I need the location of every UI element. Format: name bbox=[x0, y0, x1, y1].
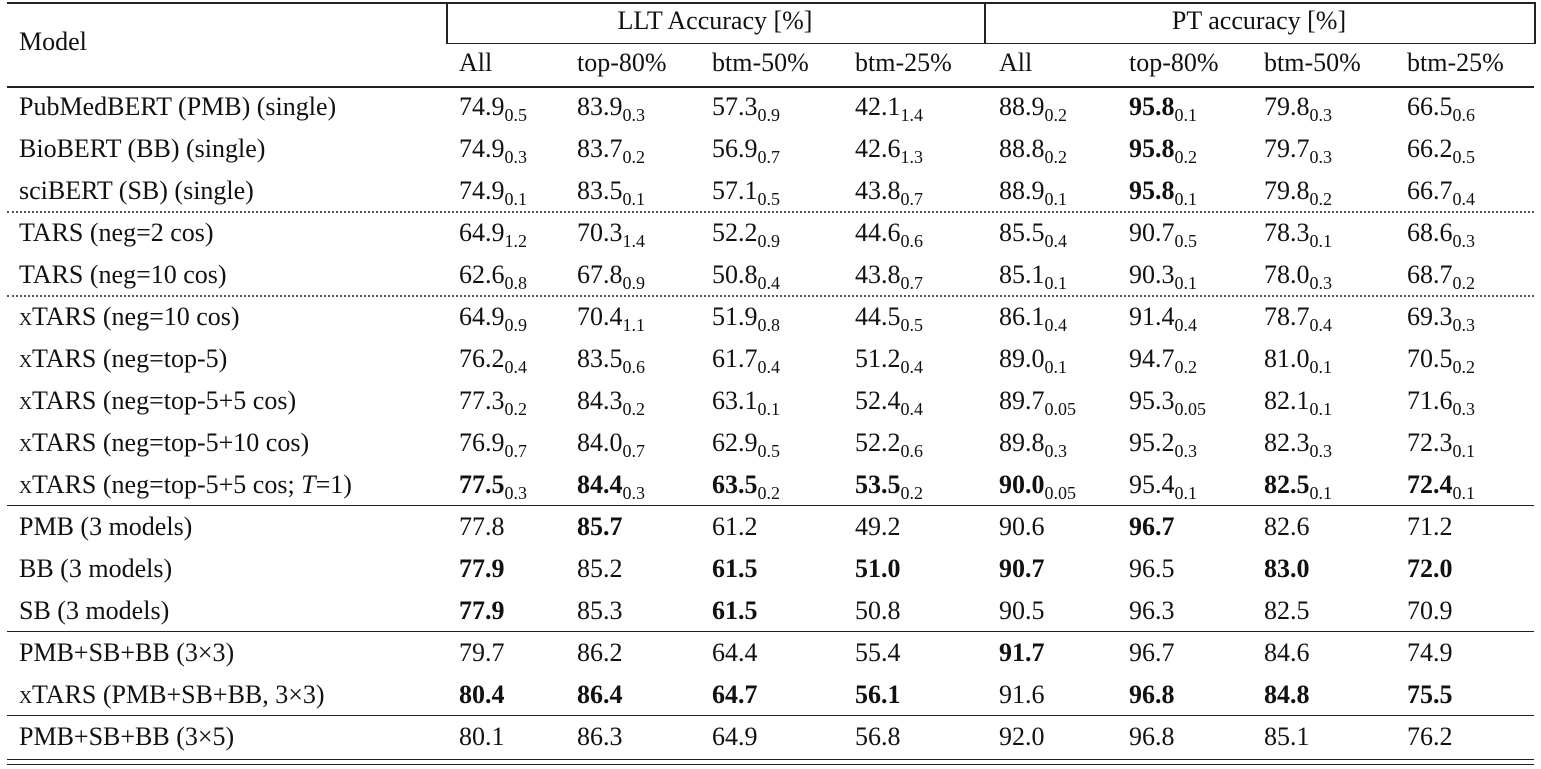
row-model-name: xTARS (neg=10 cos) bbox=[19, 302, 240, 331]
table-cell: $79.8_{0.3}$ bbox=[1264, 92, 1332, 125]
table-cell: $51.2_{0.4}$ bbox=[855, 344, 923, 377]
table-cell: $42.1_{1.4}$ bbox=[855, 92, 923, 125]
subheader-pt-top-80pct: top-80% bbox=[1129, 48, 1219, 77]
table-cell: $70.4_{1.1}$ bbox=[577, 302, 645, 335]
group-underline-llt bbox=[446, 43, 984, 44]
table-cell: 90.5 bbox=[999, 596, 1045, 625]
table-cell: $66.7_{0.4}$ bbox=[1407, 176, 1475, 209]
group-header-pt: PT accuracy [%] bbox=[1171, 6, 1347, 35]
dotted-separator-1 bbox=[7, 211, 1534, 213]
table-cell: $52.4_{0.4}$ bbox=[855, 386, 923, 419]
table-cell: 96.7 bbox=[1129, 512, 1175, 541]
table-cell: 96.8 bbox=[1129, 722, 1175, 751]
table-cell: $50.8_{0.4}$ bbox=[712, 260, 780, 293]
table-cell: $57.1_{0.5}$ bbox=[712, 176, 780, 209]
table-cell: 96.8 bbox=[1129, 680, 1175, 709]
table-cell: $78.3_{0.1}$ bbox=[1264, 218, 1332, 251]
table-cell: 96.5 bbox=[1129, 554, 1175, 583]
table-cell: $88.8_{0.2}$ bbox=[999, 134, 1067, 167]
table-cell: 51.0 bbox=[855, 554, 901, 583]
header-separator-right bbox=[1534, 2, 1536, 44]
table-cell: $85.5_{0.4}$ bbox=[999, 218, 1067, 251]
table-cell: $84.4_{0.3}$ bbox=[577, 470, 645, 503]
subheader-llt-btm-25pct: btm-25% bbox=[855, 48, 952, 77]
table-cell: $77.5_{0.3}$ bbox=[459, 470, 527, 503]
table-cell: $43.8_{0.7}$ bbox=[855, 176, 923, 209]
group-header-llt: LLT Accuracy [%] bbox=[617, 6, 813, 35]
table-cell: $53.5_{0.2}$ bbox=[855, 470, 923, 503]
table-cell: $91.4_{0.4}$ bbox=[1129, 302, 1197, 335]
table-cell: $71.6_{0.3}$ bbox=[1407, 386, 1475, 419]
table-cell: 61.2 bbox=[712, 512, 758, 541]
table-cell: 74.9 bbox=[1407, 638, 1453, 667]
table-cell: $83.7_{0.2}$ bbox=[577, 134, 645, 167]
table-cell: $74.9_{0.5}$ bbox=[459, 92, 527, 125]
table-cell: $74.9_{0.1}$ bbox=[459, 176, 527, 209]
table-cell: 92.0 bbox=[999, 722, 1045, 751]
table-cell: 83.0 bbox=[1264, 554, 1310, 583]
section-rule-2 bbox=[7, 631, 1534, 632]
table-cell: $84.0_{0.7}$ bbox=[577, 428, 645, 461]
table-cell: $88.9_{0.2}$ bbox=[999, 92, 1067, 125]
row-model-name: xTARS (neg=top-5+5 cos; T=1) bbox=[19, 470, 352, 499]
table-cell: 91.6 bbox=[999, 680, 1045, 709]
table-cell: $95.3_{0.05}$ bbox=[1129, 386, 1206, 419]
row-model-name: SB (3 models) bbox=[19, 596, 170, 625]
table-cell: 64.7 bbox=[712, 680, 758, 709]
table-cell: 77.8 bbox=[459, 512, 505, 541]
subheader-llt-all: All bbox=[459, 48, 493, 77]
table-cell: 79.7 bbox=[459, 638, 505, 667]
table-cell: $62.6_{0.8}$ bbox=[459, 260, 527, 293]
table-cell: 90.7 bbox=[999, 554, 1045, 583]
subheader-pt-btm-25pct: btm-25% bbox=[1407, 48, 1504, 77]
table-cell: $44.5_{0.5}$ bbox=[855, 302, 923, 335]
row-model-name: BB (3 models) bbox=[19, 554, 173, 583]
table-cell: 76.2 bbox=[1407, 722, 1453, 751]
table-cell: $56.9_{0.7}$ bbox=[712, 134, 780, 167]
row-model-name: xTARS (PMB+SB+BB, 3×3) bbox=[19, 680, 325, 709]
table-cell: $95.4_{0.1}$ bbox=[1129, 470, 1197, 503]
table-cell: $68.6_{0.3}$ bbox=[1407, 218, 1475, 251]
table-cell: $94.7_{0.2}$ bbox=[1129, 344, 1197, 377]
table-cell: 82.5 bbox=[1264, 596, 1310, 625]
section-rule-3 bbox=[7, 715, 1534, 716]
table-cell: $86.1_{0.4}$ bbox=[999, 302, 1067, 335]
table-cell: 72.0 bbox=[1407, 554, 1453, 583]
table-cell: $90.3_{0.1}$ bbox=[1129, 260, 1197, 293]
table-cell: $51.9_{0.8}$ bbox=[712, 302, 780, 335]
table-cell: $77.3_{0.2}$ bbox=[459, 386, 527, 419]
table-cell: 80.1 bbox=[459, 722, 505, 751]
table-cell: 85.2 bbox=[577, 554, 623, 583]
table-cell: $70.5_{0.2}$ bbox=[1407, 344, 1475, 377]
table-cell: 86.2 bbox=[577, 638, 623, 667]
row-model-name: sciBERT (SB) (single) bbox=[19, 176, 254, 205]
table-cell: $66.5_{0.6}$ bbox=[1407, 92, 1475, 125]
table-cell: $83.5_{0.1}$ bbox=[577, 176, 645, 209]
section-rule-1 bbox=[7, 505, 1534, 506]
table-cell: 56.8 bbox=[855, 722, 901, 751]
row-model-name: TARS (neg=2 cos) bbox=[19, 218, 214, 247]
table-cell: 85.1 bbox=[1264, 722, 1310, 751]
table-cell: $79.8_{0.2}$ bbox=[1264, 176, 1332, 209]
table-cell: 64.9 bbox=[712, 722, 758, 751]
row-model-name: xTARS (neg=top-5) bbox=[19, 344, 228, 373]
row-model-name: PMB+SB+BB (3×5) bbox=[19, 722, 235, 751]
dotted-separator-2 bbox=[7, 295, 1534, 297]
table-cell: 86.3 bbox=[577, 722, 623, 751]
table-cell: $61.7_{0.4}$ bbox=[712, 344, 780, 377]
table-cell: 85.7 bbox=[577, 512, 623, 541]
table-cell: $76.2_{0.4}$ bbox=[459, 344, 527, 377]
table-cell: $64.9_{0.9}$ bbox=[459, 302, 527, 335]
table-cell: $78.7_{0.4}$ bbox=[1264, 302, 1332, 335]
table-cell: $82.1_{0.1}$ bbox=[1264, 386, 1332, 419]
subheader-pt-all: All bbox=[999, 48, 1033, 77]
table-cell: $72.4_{0.1}$ bbox=[1407, 470, 1475, 503]
row-model-name: PubMedBERT (PMB) (single) bbox=[19, 92, 337, 121]
table-cell: 80.4 bbox=[459, 680, 505, 709]
model-column-header: Model bbox=[19, 27, 87, 56]
table-cell: $68.7_{0.2}$ bbox=[1407, 260, 1475, 293]
table-cell: 61.5 bbox=[712, 596, 758, 625]
table-cell: 84.8 bbox=[1264, 680, 1310, 709]
table-cell: $84.3_{0.2}$ bbox=[577, 386, 645, 419]
table-cell: 71.2 bbox=[1407, 512, 1453, 541]
table-cell: 64.4 bbox=[712, 638, 758, 667]
table-cell: $57.3_{0.9}$ bbox=[712, 92, 780, 125]
table-cell: $82.5_{0.1}$ bbox=[1264, 470, 1332, 503]
table-cell: $89.0_{0.1}$ bbox=[999, 344, 1067, 377]
table-cell: 85.3 bbox=[577, 596, 623, 625]
table-cell: 96.7 bbox=[1129, 638, 1175, 667]
table-cell: $82.3_{0.3}$ bbox=[1264, 428, 1332, 461]
table-cell: $43.8_{0.7}$ bbox=[855, 260, 923, 293]
table-cell: $79.7_{0.3}$ bbox=[1264, 134, 1332, 167]
table-cell: $83.9_{0.3}$ bbox=[577, 92, 645, 125]
row-model-name: BioBERT (BB) (single) bbox=[19, 134, 266, 163]
table-cell: $89.7_{0.05}$ bbox=[999, 386, 1076, 419]
table-cell: $42.6_{1.3}$ bbox=[855, 134, 923, 167]
table-cell: 75.5 bbox=[1407, 680, 1453, 709]
table-cell: 77.9 bbox=[459, 554, 505, 583]
table-cell: $95.2_{0.3}$ bbox=[1129, 428, 1197, 461]
table-cell: $62.9_{0.5}$ bbox=[712, 428, 780, 461]
table-cell: $76.9_{0.7}$ bbox=[459, 428, 527, 461]
table-cell: $72.3_{0.1}$ bbox=[1407, 428, 1475, 461]
table-cell: $90.7_{0.5}$ bbox=[1129, 218, 1197, 251]
table-cell: $69.3_{0.3}$ bbox=[1407, 302, 1475, 335]
table-cell: $89.8_{0.3}$ bbox=[999, 428, 1067, 461]
row-model-name: PMB (3 models) bbox=[19, 512, 193, 541]
table-cell: $52.2_{0.9}$ bbox=[712, 218, 780, 251]
row-model-name: TARS (neg=10 cos) bbox=[19, 260, 227, 289]
table-cell: 91.7 bbox=[999, 638, 1045, 667]
table-cell: $66.2_{0.5}$ bbox=[1407, 134, 1475, 167]
table-cell: 55.4 bbox=[855, 638, 901, 667]
table-cell: $83.5_{0.6}$ bbox=[577, 344, 645, 377]
subheader-llt-btm-50pct: btm-50% bbox=[712, 48, 809, 77]
table-cell: 82.6 bbox=[1264, 512, 1310, 541]
row-model-name: xTARS (neg=top-5+5 cos) bbox=[19, 386, 297, 415]
subheader-llt-top-80pct: top-80% bbox=[577, 48, 667, 77]
table-cell: 86.4 bbox=[577, 680, 623, 709]
table-cell: $78.0_{0.3}$ bbox=[1264, 260, 1332, 293]
table-cell: $67.8_{0.9}$ bbox=[577, 260, 645, 293]
table-cell: $95.8_{0.2}$ bbox=[1129, 134, 1197, 167]
table-cell: $95.8_{0.1}$ bbox=[1129, 176, 1197, 209]
table-cell: 70.9 bbox=[1407, 596, 1453, 625]
table-cell: $52.2_{0.6}$ bbox=[855, 428, 923, 461]
table-cell: 90.6 bbox=[999, 512, 1045, 541]
table-cell: 50.8 bbox=[855, 596, 901, 625]
table-cell: $74.9_{0.3}$ bbox=[459, 134, 527, 167]
table-cell: $63.5_{0.2}$ bbox=[712, 470, 780, 503]
table-cell: $44.6_{0.6}$ bbox=[855, 218, 923, 251]
table-cell: $70.3_{1.4}$ bbox=[577, 218, 645, 251]
header-bottom-rule bbox=[7, 86, 1534, 88]
bottom-rule-2 bbox=[7, 764, 1534, 765]
table-cell: $63.1_{0.1}$ bbox=[712, 386, 780, 419]
table-cell: $88.9_{0.1}$ bbox=[999, 176, 1067, 209]
table-cell: $81.0_{0.1}$ bbox=[1264, 344, 1332, 377]
table-cell: $95.8_{0.1}$ bbox=[1129, 92, 1197, 125]
table-cell: 61.5 bbox=[712, 554, 758, 583]
table-cell: 96.3 bbox=[1129, 596, 1175, 625]
group-underline-pt bbox=[984, 43, 1534, 44]
row-model-name: PMB+SB+BB (3×3) bbox=[19, 638, 235, 667]
subheader-pt-btm-50pct: btm-50% bbox=[1264, 48, 1361, 77]
table-cell: 84.6 bbox=[1264, 638, 1310, 667]
table-cell: 49.2 bbox=[855, 512, 901, 541]
top-rule bbox=[7, 2, 1534, 4]
table-cell: 56.1 bbox=[855, 680, 901, 709]
row-model-name: xTARS (neg=top-5+10 cos) bbox=[19, 428, 310, 457]
bottom-rule-1 bbox=[7, 759, 1534, 760]
table-cell: $64.9_{1.2}$ bbox=[459, 218, 527, 251]
table-cell: $90.0_{0.05}$ bbox=[999, 470, 1076, 503]
table-cell: 77.9 bbox=[459, 596, 505, 625]
table-cell: $85.1_{0.1}$ bbox=[999, 260, 1067, 293]
